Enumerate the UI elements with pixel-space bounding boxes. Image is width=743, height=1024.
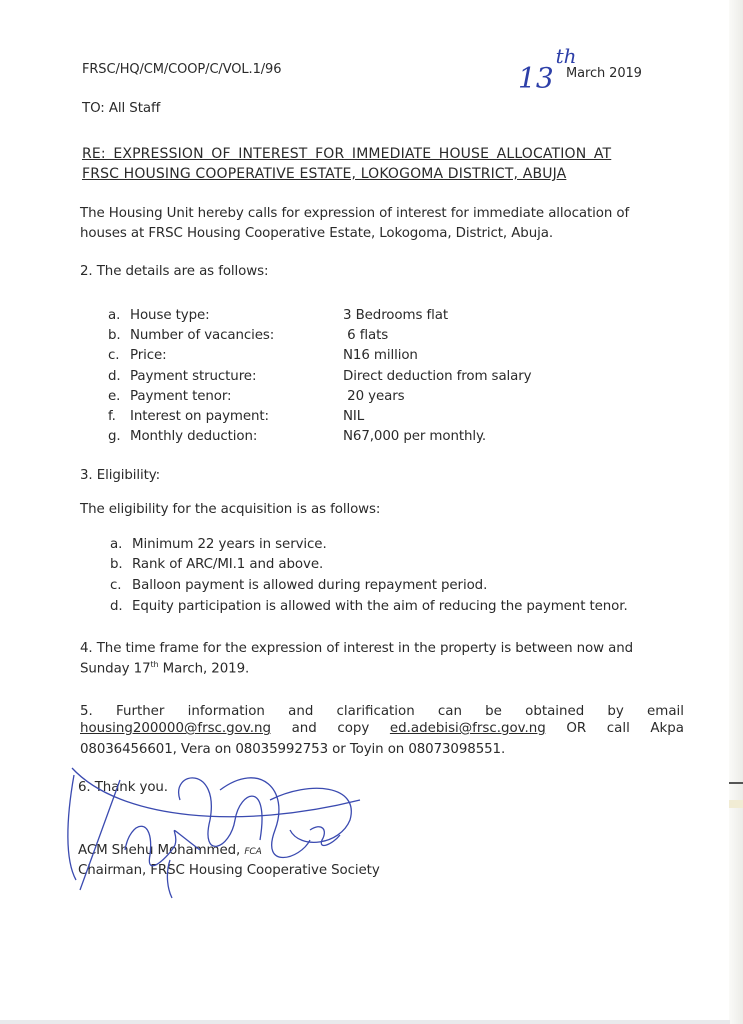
detail-label: d. Payment structure:	[108, 369, 257, 384]
detail-value: 3 Bedrooms flat	[343, 308, 448, 323]
handwritten-suffix: th	[555, 44, 577, 68]
subject-line-1: RE: EXPRESSION OF INTEREST FOR IMMEDIATE HOUSE ALLOCATION AT	[82, 146, 612, 162]
handwritten-day: 13	[518, 61, 554, 95]
credential: FCA	[244, 847, 262, 857]
email-link-adebisi[interactable]: ed.adebisi@frsc.gov.ng	[389, 721, 546, 736]
closing: 6. Thank you.	[78, 780, 168, 795]
eligibility-item: b. Rank of ARC/MI.1 and above.	[110, 557, 324, 572]
contact-line-2: housing200000@frsc.gov.ng and copy ed.adebisi@frsc.gov.ng OR call Akpa	[80, 721, 684, 736]
eligibility-intro: The eligibility for the acquisition is as follows:	[80, 502, 381, 517]
detail-label: c. Price:	[108, 348, 167, 363]
timeframe-line-1: 4. The time frame for the expression of interest in the property is between now and	[80, 641, 634, 656]
detail-label: f. Interest on payment:	[108, 409, 269, 424]
details-heading: 2. The details are as follows:	[80, 264, 269, 279]
email-link-housing[interactable]: housing200000@frsc.gov.ng	[80, 721, 271, 736]
reference-number: FRSC/HQ/CM/COOP/C/VOL.1/96	[82, 62, 282, 77]
detail-label: g. Monthly deduction:	[108, 429, 258, 444]
scan-edge-line	[729, 782, 743, 784]
eligibility-item: a. Minimum 22 years in service.	[110, 537, 327, 552]
contact-line-3: 08036456601, Vera on 08035992753 or Toyin on 08073098551.	[80, 742, 506, 757]
handwritten-signature	[60, 760, 420, 900]
detail-label: b. Number of vacancies:	[108, 328, 275, 343]
detail-value: N67,000 per monthly.	[343, 429, 487, 444]
scan-edge-mark	[729, 800, 743, 808]
recipient: TO: All Staff	[82, 101, 161, 116]
detail-label: a. House type:	[108, 308, 210, 323]
detail-value: NIL	[343, 409, 365, 424]
intro-line-1: The Housing Unit hereby calls for expression of interest for immediate allocation of	[80, 206, 630, 221]
scan-bottom-edge	[0, 1020, 730, 1024]
intro-line-2: houses at FRSC Housing Cooperative Estate, Lokogoma, District, Abuja.	[80, 226, 553, 241]
eligibility-heading: 3. Eligibility:	[80, 468, 161, 483]
detail-value: Direct deduction from salary	[343, 369, 532, 384]
signatory-title: Chairman, FRSC Housing Cooperative Society	[78, 863, 380, 878]
detail-value: 20 years	[343, 389, 405, 404]
timeframe-line-2: Sunday 17th March, 2019.	[80, 660, 250, 677]
typed-date: March 2019	[566, 66, 642, 81]
detail-value: 6 flats	[343, 328, 389, 343]
subject-line-2: FRSC HOUSING COOPERATIVE ESTATE, LOKOGOMA DISTRICT, ABUJA	[82, 166, 567, 182]
scan-edge	[729, 0, 743, 1024]
eligibility-item: d. Equity participation is allowed with the aim of reducing the payment tenor.	[110, 599, 628, 614]
contact-line-1: 5. Further information and clarification can be obtained by email	[80, 704, 684, 719]
detail-label: e. Payment tenor:	[108, 389, 232, 404]
eligibility-item: c. Balloon payment is allowed during repayment period.	[110, 578, 488, 593]
signatory-name: ACM Shehu Mohammed, FCA	[78, 843, 262, 858]
detail-value: N16 million	[343, 348, 418, 363]
